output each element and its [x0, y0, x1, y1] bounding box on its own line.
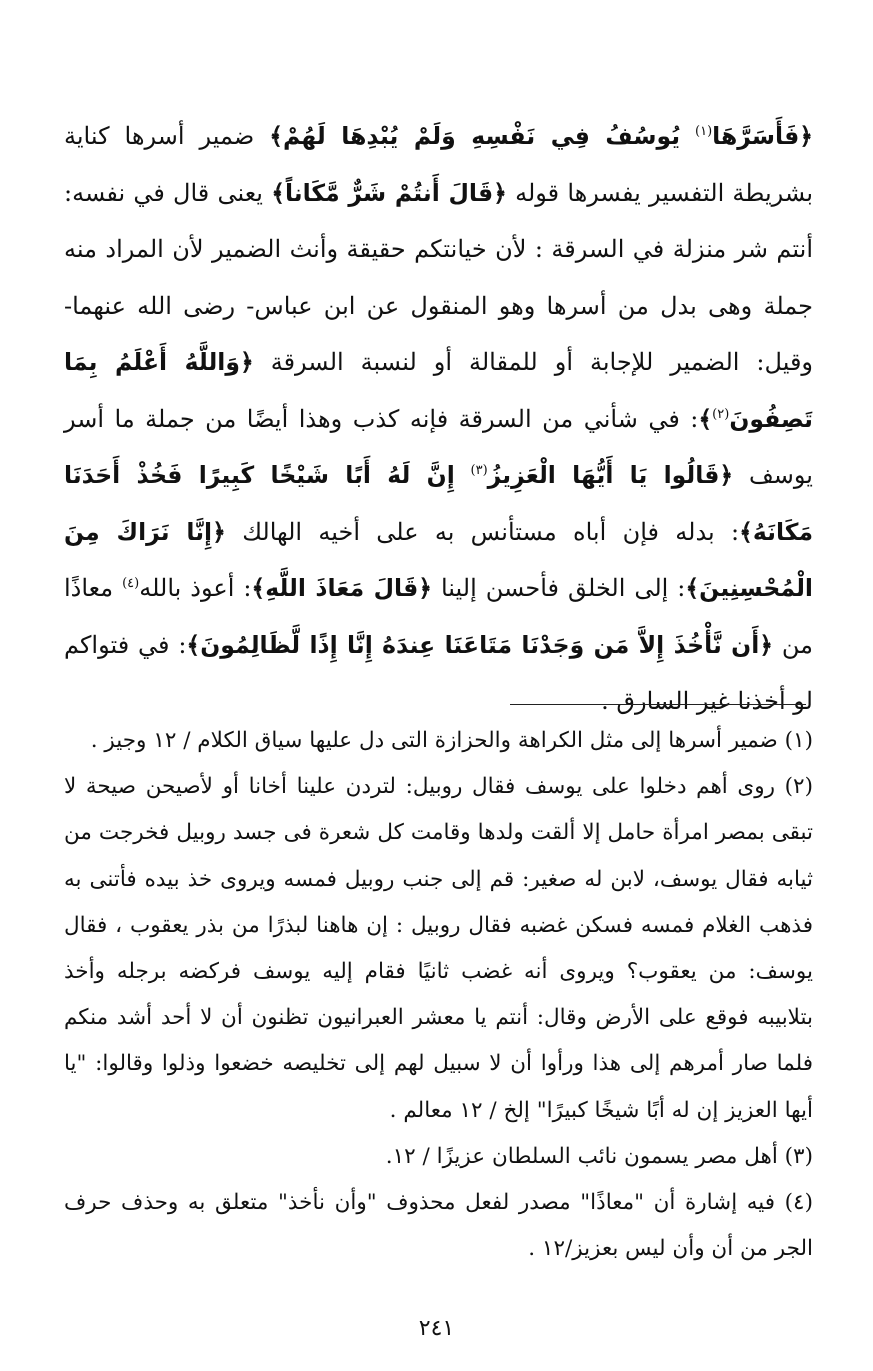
footnote-item: (٢) روى أهم دخلوا على يوسف فقال روبيل: لتردن علينا أخانا أو لأصيحن صيحة لا تبقى بمصر امرأة حامل إلا ألقت ولدها وقامت كل شعرة فى جسد روبيل فخرجت من ثيابه فقال يوسف، لابن له صغير: قم إلى جنب روبيل فمسه ويروى خذ بيده فأتنى به فذهب الغلام فمسه فسكن غضبه فقال روبيل : إن هاهنا لبذرًا من بذر يعقوب ، فقال يوسف: من يعقوب؟ ويروى أنه غضب ثانيًا فقام إليه يوسف فركضه برجله وأخذ بتلابيبه فوقع على الأرض وقال: أنتم يا معشر العبرانيون تظنون أن لا أحد أشد منكم فلما صار أمرهم إلى هذا ورأوا أن لا سبيل لهم إلى تخليصه خضعوا وذلوا وقالوا: "يا أيها العزيز إن له أبًا شيخًا كبيرًا" إلخ / ١٢ معالم . [64, 774, 813, 1123]
quran-verse: ﴿إِنَّا نَرَاكَ مِنَ الْمُحْسِنِينَ﴾ [64, 517, 813, 602]
footnote-ref: (٣) [470, 463, 488, 478]
footnote-item: (٤) فيه إشارة أن "معاذًا" مصدر لفعل محذوف "وأن نأخذ" متعلق به وحذف حرف الجر من أن وأن ليس بعزيز/١٢ . [64, 1190, 813, 1262]
quran-verse: ﴿قَالُوا يَا أَيُّهَا الْعَزِيزُ [487, 461, 734, 489]
commentary-text: : بدله فإن أباه مستأنس به على أخيه الهالك [242, 517, 740, 546]
commentary-text: : في فتواكم لو أخذنا غير السارق . [64, 630, 813, 715]
footnote-ref: (١) [695, 124, 713, 139]
quran-verse: ﴿وَاللَّهُ أَعْلَمُ بِمَا تَصِفُونَ [64, 348, 813, 433]
quran-verse: ﴾ [698, 404, 713, 433]
quran-verse: يُوسُفُ فِي نَفْسِهِ وَلَمْ يُبْدِهَا لَهُمْ﴾ [269, 122, 681, 150]
quran-verse: ﴿فَأَسَرَّهَا [712, 122, 813, 150]
footnote-item: (١) ضمير أسرها إلى مثل الكراهة والحزازة التى دل عليها سياق الكلام / ١٢ وجيز . [90, 728, 813, 753]
footnotes-list [64, 718, 813, 1272]
page-number: ٢٤١ [418, 1316, 455, 1341]
commentary-text: معاذًا من [64, 574, 814, 659]
commentary-text: : في شأني من السرقة فإنه كذب وهذا أيضًا من جملة ما أسر يوسف [64, 404, 813, 489]
quran-verse: ﴿قَالَ أَنتُمْ شَرٌّ مَّكَاناً﴾ [271, 178, 507, 207]
footnote-ref: (٢) [712, 406, 730, 422]
commentary-text: يعنى قال في نفسه: أنتم شر منزلة في السرقة : لأن خيانتكم حقيقة وأنث الضمير لأن المراد منه جملة وهى بدل من أسرها وهو المنقول عن ابن عباس- رضى الله عنهما- وقيل: الضمير للإجابة أو للمقالة أو لنسبة السرقة [64, 178, 814, 376]
quran-verse: ﴿أَن نَّأْخُذَ إِلاَّ مَن وَجَدْنَا مَتَاعَنَا عِندَهُ إِنَّا إِذًا لَّظَالِمُونَ﴾ [186, 630, 774, 659]
commentary-text: : أعوذ بالله [139, 574, 252, 602]
main-text-paragraph [64, 108, 813, 730]
footnote-separator [510, 704, 806, 705]
commentary-text: : إلى الخلق فأحسن إلينا [440, 574, 686, 602]
footnote-item: (٣) أهل مصر يسمون نائب السلطان عزيزًا / ١٢. [385, 1143, 813, 1169]
quran-verse: إِنَّ لَهُ أَبًا شَيْخًا كَبِيرًا فَخُذْ أَحَدَنَا مَكَانَهُ﴾ [64, 461, 813, 546]
quran-verse: ﴿قَالَ مَعَاذَ اللَّهِ﴾ [251, 574, 433, 602]
footnote-ref: (٤) [122, 576, 140, 591]
commentary-text: ضمير أسرها كناية بشريطة التفسير يفسرها قوله [64, 122, 813, 207]
